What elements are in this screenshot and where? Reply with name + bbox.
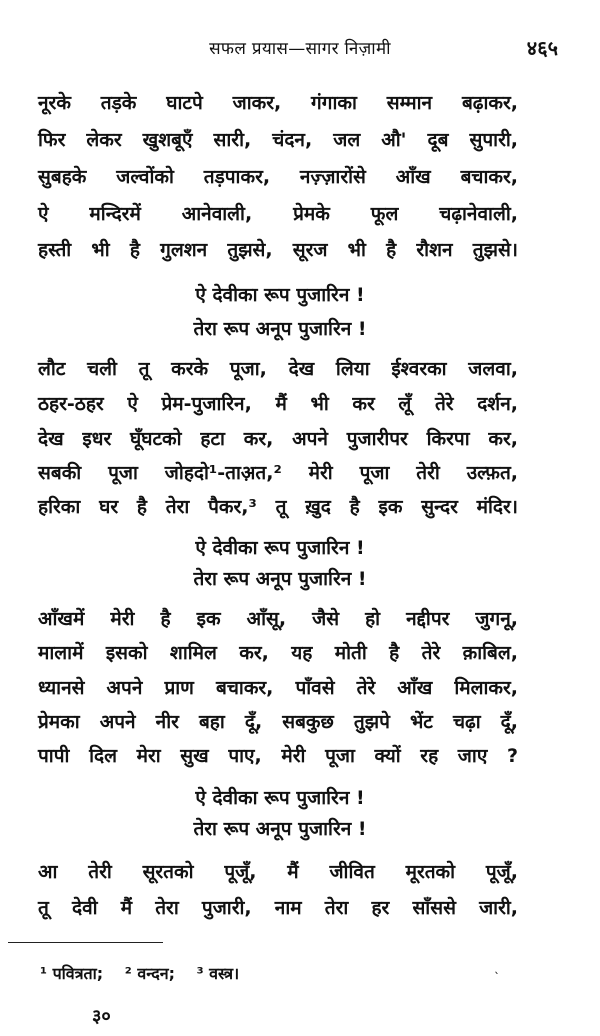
refrain-line: तेरा रूप अनूप पुजारिन ! <box>193 818 367 840</box>
verse-line: नूरके तड़के घाटपे जाकर, गंगाका सम्मान बढ़ाकर, <box>38 92 518 114</box>
verse-line: पापी दिल मेरा सुख पाए, मेरी पूजा क्यों रह जाए ? <box>38 745 518 767</box>
verse-line: प्रेमका अपने नीर बहा दूँ, सबकुछ तुझपे भेंट चढ़ा दूँ, <box>38 711 518 733</box>
verse-line: हरिका घर है तेरा पैकर,³ तू ख़ुद है इक सुन्दर मंदिर। <box>38 496 518 518</box>
footnotes <box>40 962 255 984</box>
refrain-line: ऐ देवीका रूप पुजारिन ! <box>195 787 365 809</box>
verse-line: हस्ती भी है गुलशन तुझसे, सूरज भी है रौशन तुझसे। <box>38 239 518 261</box>
footnote-1: ¹ पवित्रता; <box>40 964 104 983</box>
verse-line: मालामें इसको शामिल कर, यह मोती है तेरे क़ाबिल, <box>38 642 518 664</box>
verse-line: ध्यानसे अपने प्राण बचाकर, पाँवसे तेरे आँख मिलाकर, <box>38 677 518 699</box>
footnote-2: ² वन्दन; <box>124 964 175 983</box>
printer-signature: ३० <box>92 1006 111 1027</box>
verse-line: देख इधर घूँघटको हटा कर, अपने पुजारीपर किरपा कर, <box>38 428 518 450</box>
running-header-title: सफल प्रयास—सागर निज़ामी <box>209 39 391 59</box>
refrain-line: ऐ देवीका रूप पुजारिन ! <box>195 537 365 559</box>
footnote-divider <box>8 942 163 943</box>
refrain-line: ऐ देवीका रूप पुजारिन ! <box>195 284 365 306</box>
verse-line: फिर लेकर खुशबूएँ सारी, चंदन, जल औ' दूब सुपारी, <box>38 129 518 151</box>
refrain-line: तेरा रूप अनूप पुजारिन ! <box>193 568 367 590</box>
verse-line: ऐ मन्दिरमें आनेवाली, प्रेमके फूल चढ़ानेवाली, <box>38 203 518 225</box>
footnote-3: ³ वस्त्र। <box>196 964 240 983</box>
verse-line: सुबहके जल्वोंको तड़पाकर, नज़्ज़ारोंसे आँख बचाकर, <box>38 166 518 188</box>
verse-line: लौट चली तू करके पूजा, देख लिया ईश्वरका जलवा, <box>38 358 518 380</box>
refrain-line: तेरा रूप अनूप पुजारिन ! <box>193 318 367 340</box>
verse-line: ठहर-ठहर ऐ प्रेम-पुजारिन, मैं भी कर लूँ तेरे दर्शन, <box>38 393 518 415</box>
stray-mark: ˎ <box>494 960 500 974</box>
verse-line: आ तेरी सूरतको पूजूँ, मैं जीवित मूरतको पूजूँ, <box>38 861 518 883</box>
page-number: ४६५ <box>526 36 558 60</box>
verse-line: तू देवी मैं तेरा पुजारी, नाम तेरा हर साँससे जारी, <box>38 897 518 919</box>
verse-line: सबकी पूजा जोहदो¹-ताअ़त,² मेरी पूजा तेरी उल्फ़त, <box>38 462 518 484</box>
verse-line: आँखमें मेरी है इक आँसू, जैसे हो नद्दीपर जुगनू, <box>38 608 518 630</box>
